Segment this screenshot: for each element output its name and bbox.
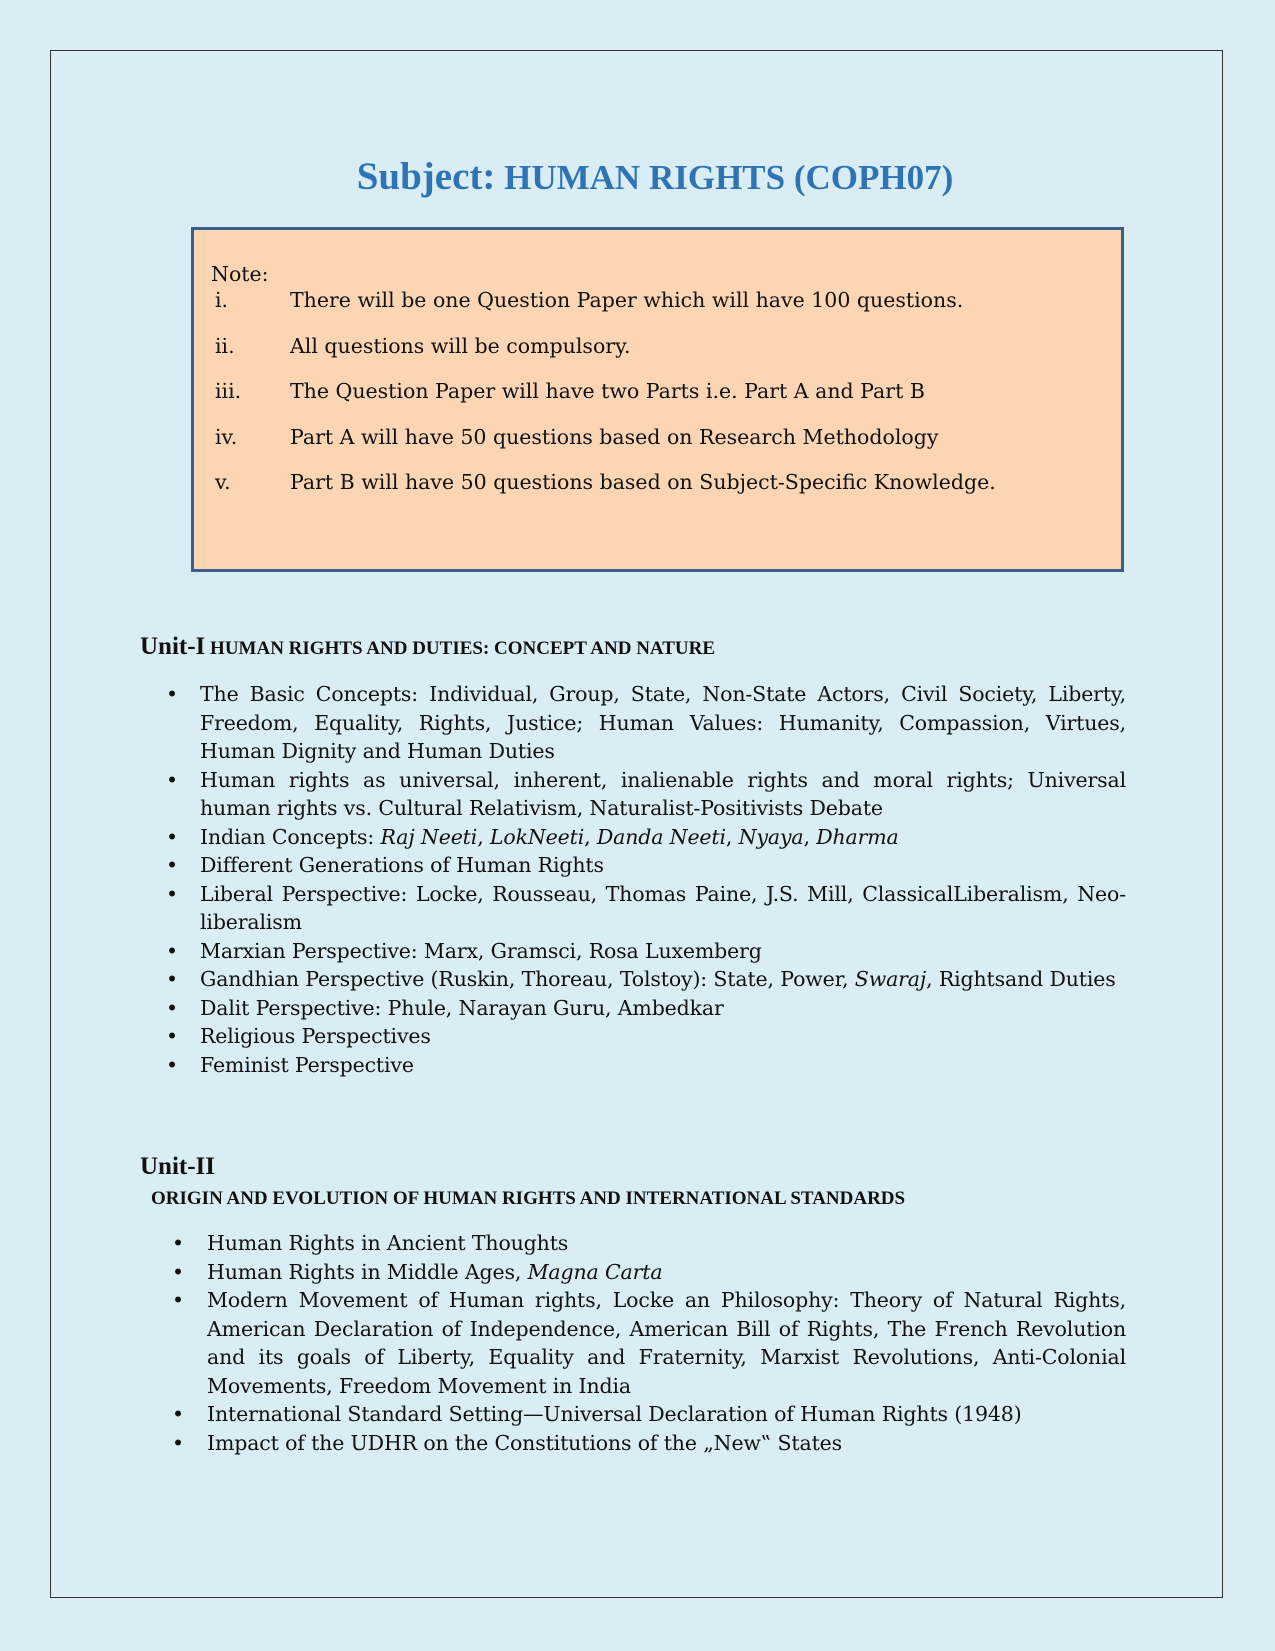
note-text: The Question Paper will have two Parts i.e. Part A and Part B xyxy=(290,379,925,403)
italic-term: Swaraj xyxy=(854,967,927,991)
italic-term: Magna Carta xyxy=(527,1259,663,1284)
list-item xyxy=(164,823,1126,852)
unit1-label: Unit-I xyxy=(140,633,206,660)
separator: , xyxy=(725,824,739,849)
list-item xyxy=(164,965,1126,994)
bullet-icon: • xyxy=(172,1259,184,1284)
italic-term: Danda Neeti xyxy=(596,824,726,849)
italic-term: LokNeeti xyxy=(489,824,585,849)
list-item-text: The Basic Concepts: Individual, Group, State, Non-State Actors, Civil Society, Liberty, Freedom, Equality, Rights, Justice; Human Values: Humanity, Compassion, Virtues, Human Dignity and Human Duties xyxy=(200,682,1126,763)
bullet-icon: • xyxy=(172,1402,184,1426)
list-item-text: Modern Movement of Human rights, Locke an Philosophy: Theory of Natural Rights, American Declaration of Independence, American Bill of Rights, The French Revolution and its goals of Liberty, Equality and Fraternity, Marxist Revolutions, Anti-Colonial Movements, Freedom Movement in India xyxy=(207,1288,1126,1398)
list-item xyxy=(164,880,1126,937)
unit2-topic-list xyxy=(170,1229,1126,1457)
list-item xyxy=(164,1051,1126,1080)
bullet-icon: • xyxy=(166,682,178,706)
list-item-text: Human rights as universal, inherent, inalienable rights and moral rights; Universal human rights vs. Cultural Relativism, Naturalist-Positivists Debate xyxy=(200,767,1126,820)
note-number: v. xyxy=(215,470,231,494)
note-text: Part A will have 50 questions based on Research Methodology xyxy=(290,424,939,449)
list-item xyxy=(170,1229,1126,1258)
list-item xyxy=(164,680,1126,766)
list-item xyxy=(164,766,1126,823)
list-item xyxy=(164,994,1126,1023)
note-number: ii. xyxy=(215,333,235,358)
list-item xyxy=(170,1286,1126,1400)
note-text: Part B will have 50 questions based on Subject-Specific Knowledge. xyxy=(290,470,996,494)
list-item-text: Gandhian Perspective (Ruskin, Thoreau, Tolstoy): State, Power, xyxy=(200,967,855,991)
list-item xyxy=(170,1400,1126,1429)
title-lead: Subject: xyxy=(356,155,496,198)
unit2-subtitle: ORIGIN AND EVOLUTION OF HUMAN RIGHTS AND INTERNATIONAL STANDARDS xyxy=(151,1188,906,1209)
separator: , xyxy=(803,824,817,849)
list-item-text: Dalit Perspective: Phule, Narayan Guru, Ambedkar xyxy=(200,995,724,1020)
list-item xyxy=(170,1429,1126,1458)
italic-term: Dharma xyxy=(816,824,899,849)
list-item xyxy=(164,1022,1126,1051)
bullet-icon: • xyxy=(166,938,178,963)
list-item-text: Impact of the UDHR on the Constitutions of the „New‟ States xyxy=(207,1430,843,1455)
list-item-text: Religious Perspectives xyxy=(200,1024,431,1048)
bullet-icon: • xyxy=(166,1024,178,1048)
bullet-icon: • xyxy=(172,1288,184,1312)
list-item-text: Marxian Perspective: Marx, Gramsci, Rosa Luxemberg xyxy=(200,938,762,963)
note-number: iii. xyxy=(215,379,242,403)
page-title xyxy=(0,157,1275,198)
list-item-text: Different Generations of Human Rights xyxy=(200,853,604,877)
unit1-heading xyxy=(140,632,715,665)
list-item xyxy=(164,937,1126,966)
note-number: iv. xyxy=(215,424,238,449)
list-item-text: Human Rights in Middle Ages, xyxy=(207,1259,528,1284)
bullet-icon: • xyxy=(166,767,178,792)
title-subject: HUMAN RIGHTS (COPH07) xyxy=(495,158,954,197)
list-item-text: Indian Concepts: xyxy=(200,824,381,849)
list-item-text: Liberal Perspective: Locke, Rousseau, Thomas Paine, J.S. Mill, ClassicalLiberalism, Neo-liberalism xyxy=(200,881,1126,934)
note-heading: Note: xyxy=(211,262,269,286)
bullet-icon: • xyxy=(166,853,178,877)
bullet-icon: • xyxy=(166,995,178,1020)
separator: , xyxy=(477,824,490,849)
list-item-text: Feminist Perspective xyxy=(200,1052,414,1077)
list-item xyxy=(170,1258,1126,1287)
list-item xyxy=(164,851,1126,880)
bullet-icon: • xyxy=(166,1052,178,1077)
note-text: All questions will be compulsory. xyxy=(290,333,631,358)
italic-term: Nyaya xyxy=(738,824,804,849)
unit1-subtitle: HUMAN RIGHTS AND DUTIES: CONCEPT AND NATURE xyxy=(205,638,716,659)
bullet-icon: • xyxy=(166,881,178,906)
bullet-icon: • xyxy=(172,1430,184,1455)
list-item-text: Human Rights in Ancient Thoughts xyxy=(207,1231,569,1255)
list-item-text: International Standard Setting—Universal Declaration of Human Rights (1948) xyxy=(207,1402,1022,1426)
unit2-label: Unit-II xyxy=(140,1153,216,1180)
list-item-text: , Rightsand Duties xyxy=(926,967,1116,991)
bullet-icon: • xyxy=(166,967,178,991)
unit1-topic-list xyxy=(164,680,1126,1079)
note-text: There will be one Question Paper which will have 100 questions. xyxy=(290,288,964,312)
bullet-icon: • xyxy=(166,824,178,849)
note-number: i. xyxy=(215,288,229,312)
italic-term: Raj Neeti xyxy=(380,824,478,849)
bullet-icon: • xyxy=(172,1231,184,1255)
note-box xyxy=(191,227,1124,572)
separator: , xyxy=(584,824,597,849)
